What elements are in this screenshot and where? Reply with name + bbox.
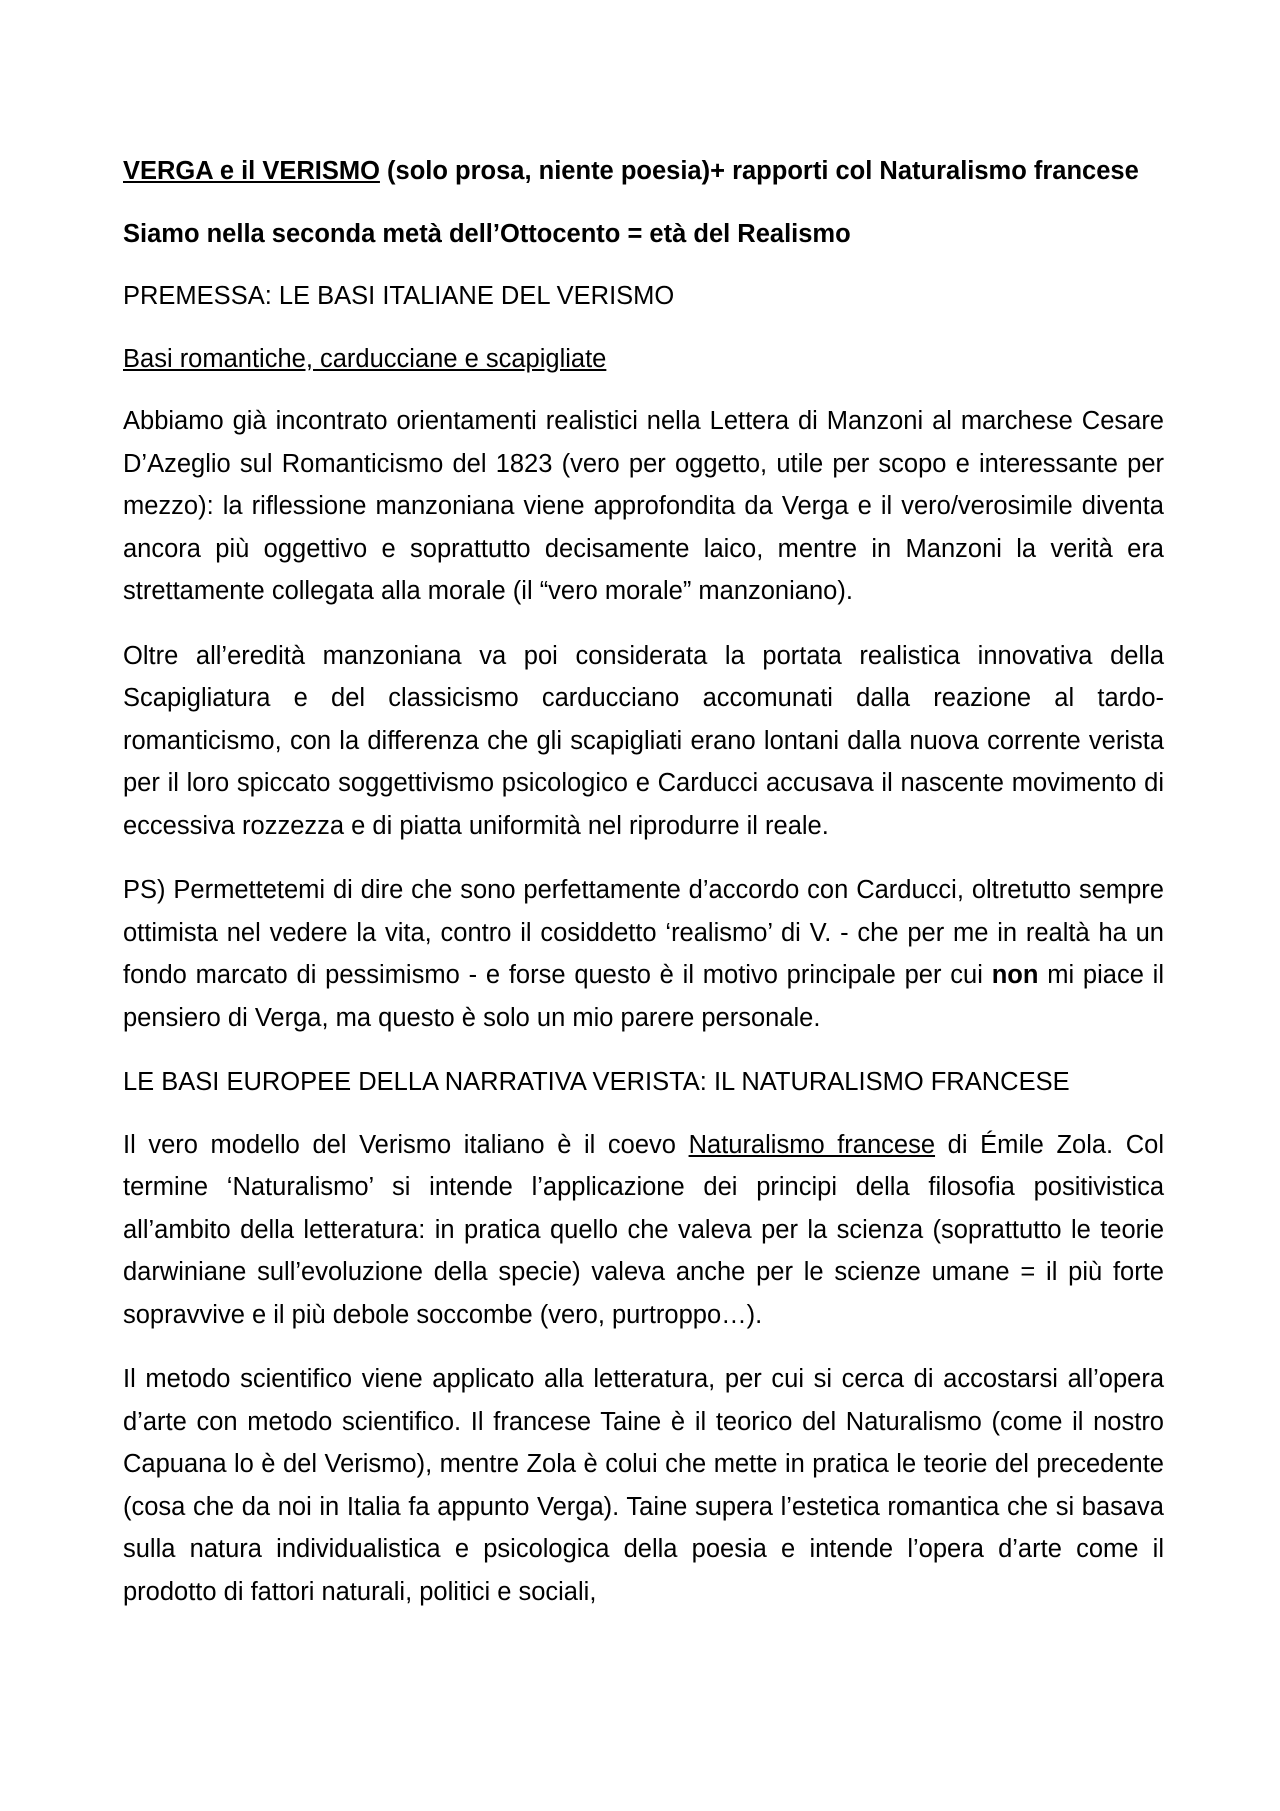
document-subtitle: Siamo nella seconda metà dell’Ottocento = età del Realismo (123, 219, 851, 248)
paragraph-metodo-scientifico: Il metodo scientifico viene applicato alla letteratura, per cui si cerca di accostarsi all’opera d’arte con metodo scientifico. Il francese Taine è il teorico del Naturalismo (come il nostro Capuana lo è del Verismo), mentre Zola è colui che mette in pratica le teorie del precedente (cosa che da noi in Italia fa appunto Verga). Taine supera l’estetica romantica che si basava sulla natura individualistica e psicologica della poesia e intende l’opera d’arte come il prodotto di fattori naturali, politici e sociali, (123, 1365, 1164, 1606)
title-underlined: VERGA e il VERISMO (123, 157, 380, 185)
section-subheading: Basi romantiche, carducciane e scapigliate (123, 344, 607, 373)
paragraph-scapigliatura: Oltre all’eredità manzoniana va poi considerata la portata realistica innovativa della Scapigliatura e del classicismo carducciano accomunati dalla reazione al tardo-romanticismo, con la differenza che gli scapigliati erano lontani dalla nuova corrente verista per il loro spiccato soggettivismo psicologico e Carducci accusava il nascente movimento di eccessiva rozzezza e di piatta uniformità nel riprodurre il reale. (123, 641, 1164, 840)
paragraph-ps-note (123, 869, 1164, 1039)
naturalismo-text-after: di Émile Zola. Col termine ‘Naturalismo’ si intende l’applicazione dei principi della filosofia positivistica all’ambito della letteratura: in pratica quello che valeva per la scienza (soprattutto le teorie darwiniane sull’evoluzione della specie) valeva anche per le scienze umane = il più forte sopravvive e il più debole soccombe (vero, purtroppo…). (123, 1130, 1164, 1329)
paragraph-naturalismo (123, 1124, 1164, 1337)
ps-text-before: PS) Permettetemi di dire che sono perfettamente d’accordo con Carducci, oltretutto sempre ottimista nel vedere la vita, contro il cosiddetto ‘realismo’ di V. - che per me in realtà ha un fondo marcato di pessimismo - e forse questo è il motivo principale per cui (123, 876, 1164, 989)
naturalismo-link-text: Naturalismo francese (688, 1130, 936, 1159)
naturalismo-text-before: Il vero modello del Verismo italiano è il coevo (123, 1130, 689, 1159)
section-heading-italian-bases: PREMESSA: LE BASI ITALIANE DEL VERISMO (123, 282, 675, 310)
paragraph-manzoni: Abbiamo già incontrato orientamenti realistici nella Lettera di Manzoni al marchese Cesare D’Azeglio sul Romanticismo del 1823 (vero per oggetto, utile per scopo e interessante per mezzo): la riflessione manzoniana viene approfondita da Verga e il vero/verosimile diventa ancora più oggettivo e soprattutto decisamente laico, mentre in Manzoni la verità era strettamente collegata alla morale (il “vero morale” manzoniano). (123, 407, 1164, 605)
section-heading-european-bases: LE BASI EUROPEE DELLA NARRATIVA VERISTA: IL NATURALISMO FRANCESE (123, 1068, 1070, 1096)
ps-text-after: mi piace il pensiero di Verga, ma questo è solo un mio parere personale. (123, 961, 1165, 1032)
document-title (123, 150, 1164, 193)
document-page (123, 150, 1164, 1635)
ps-text-bold: non (991, 961, 1039, 989)
title-rest: (solo prosa, niente poesia)+ rapporti col Naturalismo francese (379, 157, 1139, 185)
